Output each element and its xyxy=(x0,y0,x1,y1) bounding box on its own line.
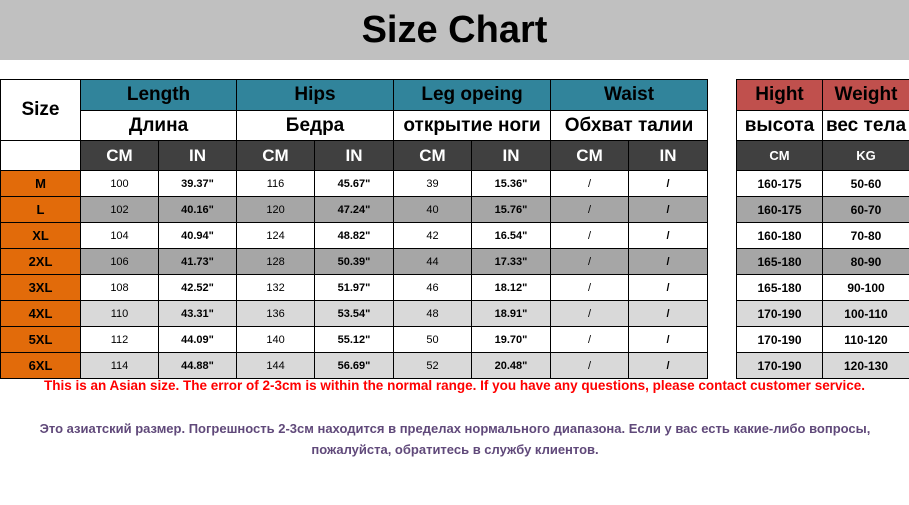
weight-range: 110-120 xyxy=(823,327,909,353)
table-cell: 42.52" xyxy=(159,275,237,301)
table-cell: / xyxy=(551,327,629,353)
height-range: 165-180 xyxy=(737,275,823,301)
size-table xyxy=(0,79,708,379)
group-header-ru-row xyxy=(1,111,708,141)
table-row xyxy=(737,353,909,379)
table-cell: 51.97" xyxy=(315,275,394,301)
table-cell: / xyxy=(551,275,629,301)
group-header-hips: Hips xyxy=(237,80,394,111)
table-cell: 44.88" xyxy=(159,353,237,379)
table-cell: 128 xyxy=(237,249,315,275)
table-row xyxy=(1,353,708,379)
table-cell: 41.73" xyxy=(159,249,237,275)
size-label: 2XL xyxy=(1,249,81,275)
height-range: 160-175 xyxy=(737,197,823,223)
table-cell: / xyxy=(629,275,708,301)
size-label: 4XL xyxy=(1,301,81,327)
table-cell: 144 xyxy=(237,353,315,379)
group-header-leg-opening-ru: открытие ноги xyxy=(394,111,551,141)
table-cell: 56.69" xyxy=(315,353,394,379)
table-row xyxy=(1,223,708,249)
table-cell: 39.37" xyxy=(159,171,237,197)
table-row xyxy=(737,301,909,327)
table-cell: 50 xyxy=(394,327,472,353)
height-range: 160-180 xyxy=(737,223,823,249)
table-cell: 136 xyxy=(237,301,315,327)
table-cell: / xyxy=(629,327,708,353)
side-header-row xyxy=(737,80,909,111)
size-label: 6XL xyxy=(1,353,81,379)
table-cell: 114 xyxy=(81,353,159,379)
table-row xyxy=(1,171,708,197)
table-row xyxy=(1,275,708,301)
weight-range: 70-80 xyxy=(823,223,909,249)
weight-range: 100-110 xyxy=(823,301,909,327)
unit-header-row xyxy=(1,141,708,171)
unit-header-cm: CM xyxy=(394,141,472,171)
table-cell: 19.70" xyxy=(472,327,551,353)
table-cell: 45.67" xyxy=(315,171,394,197)
table-cell: / xyxy=(629,171,708,197)
table-row xyxy=(737,197,909,223)
table-cell: 42 xyxy=(394,223,472,249)
table-cell: / xyxy=(629,353,708,379)
height-unit: CM xyxy=(737,141,823,171)
table-row xyxy=(1,327,708,353)
table-cell: 50.39" xyxy=(315,249,394,275)
table-cell: 20.48" xyxy=(472,353,551,379)
weight-header-ru: вес тела xyxy=(823,111,909,141)
group-header-row xyxy=(1,80,708,111)
height-weight-body xyxy=(737,171,909,379)
table-cell: 53.54" xyxy=(315,301,394,327)
size-label: L xyxy=(1,197,81,223)
unit-header-cm: CM xyxy=(551,141,629,171)
table-cell: / xyxy=(629,249,708,275)
table-row xyxy=(1,197,708,223)
table-cell: 44 xyxy=(394,249,472,275)
table-row xyxy=(1,249,708,275)
weight-range: 60-70 xyxy=(823,197,909,223)
size-table-body xyxy=(1,171,708,379)
size-label: 3XL xyxy=(1,275,81,301)
table-cell: / xyxy=(629,301,708,327)
table-cell: 55.12" xyxy=(315,327,394,353)
table-cell: / xyxy=(551,353,629,379)
table-row xyxy=(1,301,708,327)
table-cell: 108 xyxy=(81,275,159,301)
table-cell: 48 xyxy=(394,301,472,327)
table-cell: 112 xyxy=(81,327,159,353)
table-row xyxy=(737,171,909,197)
side-unit-row xyxy=(737,141,909,171)
table-cell: 52 xyxy=(394,353,472,379)
table-cell: 48.82" xyxy=(315,223,394,249)
unit-header-cm: CM xyxy=(81,141,159,171)
table-cell: 106 xyxy=(81,249,159,275)
unit-header-in: IN xyxy=(315,141,394,171)
asian-size-note: This is an Asian size. The error of 2-3cm is within the normal range. If you have any questions, please contact customer service. xyxy=(43,378,865,393)
table-cell: 116 xyxy=(237,171,315,197)
weight-range: 80-90 xyxy=(823,249,909,275)
height-weight-table xyxy=(736,79,909,379)
table-row xyxy=(737,223,909,249)
table-row xyxy=(737,249,909,275)
height-header-ru: высота xyxy=(737,111,823,141)
table-cell: 15.76" xyxy=(472,197,551,223)
weight-range: 120-130 xyxy=(823,353,909,379)
table-cell: 43.31" xyxy=(159,301,237,327)
table-row xyxy=(737,275,909,301)
group-header-leg-opening: Leg opeing xyxy=(394,80,551,111)
table-cell: 47.24" xyxy=(315,197,394,223)
table-cell: 40.16" xyxy=(159,197,237,223)
title-banner xyxy=(0,0,909,60)
weight-header: Weight xyxy=(823,80,909,111)
page-title: Size Chart xyxy=(361,8,548,51)
height-range: 165-180 xyxy=(737,249,823,275)
table-cell: 17.33" xyxy=(472,249,551,275)
table-cell: 46 xyxy=(394,275,472,301)
table-cell: 15.36" xyxy=(472,171,551,197)
table-cell: / xyxy=(551,249,629,275)
table-cell: 120 xyxy=(237,197,315,223)
table-cell: 40.94" xyxy=(159,223,237,249)
side-header-ru-row xyxy=(737,111,909,141)
unit-header-blank xyxy=(1,141,81,171)
table-cell: 40 xyxy=(394,197,472,223)
table-cell: / xyxy=(629,223,708,249)
table-row xyxy=(737,327,909,353)
table-cell: 104 xyxy=(81,223,159,249)
table-cell: / xyxy=(551,197,629,223)
table-cell: / xyxy=(551,223,629,249)
size-header: Size xyxy=(1,80,81,141)
table-cell: 102 xyxy=(81,197,159,223)
table-cell: 16.54" xyxy=(472,223,551,249)
table-cell: 18.91" xyxy=(472,301,551,327)
table-cell: 132 xyxy=(237,275,315,301)
unit-header-in: IN xyxy=(159,141,237,171)
table-cell: 140 xyxy=(237,327,315,353)
asian-size-note-ru: Это азиатский размер. Погрешность 2-3см находится в пределах нормального диапазона. Если у вас есть какие-либо вопросы, пожалуйста, обратитесь в службу клиентов. xyxy=(39,421,871,457)
weight-unit: KG xyxy=(823,141,909,171)
height-range: 170-190 xyxy=(737,327,823,353)
table-cell: 39 xyxy=(394,171,472,197)
unit-header-cm: CM xyxy=(237,141,315,171)
table-cell: 18.12" xyxy=(472,275,551,301)
size-label: M xyxy=(1,171,81,197)
table-cell: 44.09" xyxy=(159,327,237,353)
table-cell: / xyxy=(551,301,629,327)
group-header-hips-ru: Бедра xyxy=(237,111,394,141)
height-header: Hight xyxy=(737,80,823,111)
table-cell: / xyxy=(551,171,629,197)
table-cell: 100 xyxy=(81,171,159,197)
size-label: 5XL xyxy=(1,327,81,353)
table-cell: 124 xyxy=(237,223,315,249)
height-range: 170-190 xyxy=(737,353,823,379)
unit-header-in: IN xyxy=(472,141,551,171)
group-header-waist: Waist xyxy=(551,80,708,111)
group-header-waist-ru: Обхват талии xyxy=(551,111,708,141)
weight-range: 90-100 xyxy=(823,275,909,301)
unit-header-in: IN xyxy=(629,141,708,171)
group-header-length-ru: Длина xyxy=(81,111,237,141)
weight-range: 50-60 xyxy=(823,171,909,197)
height-range: 160-175 xyxy=(737,171,823,197)
height-range: 170-190 xyxy=(737,301,823,327)
group-header-length: Length xyxy=(81,80,237,111)
size-label: XL xyxy=(1,223,81,249)
table-cell: 110 xyxy=(81,301,159,327)
table-cell: / xyxy=(629,197,708,223)
